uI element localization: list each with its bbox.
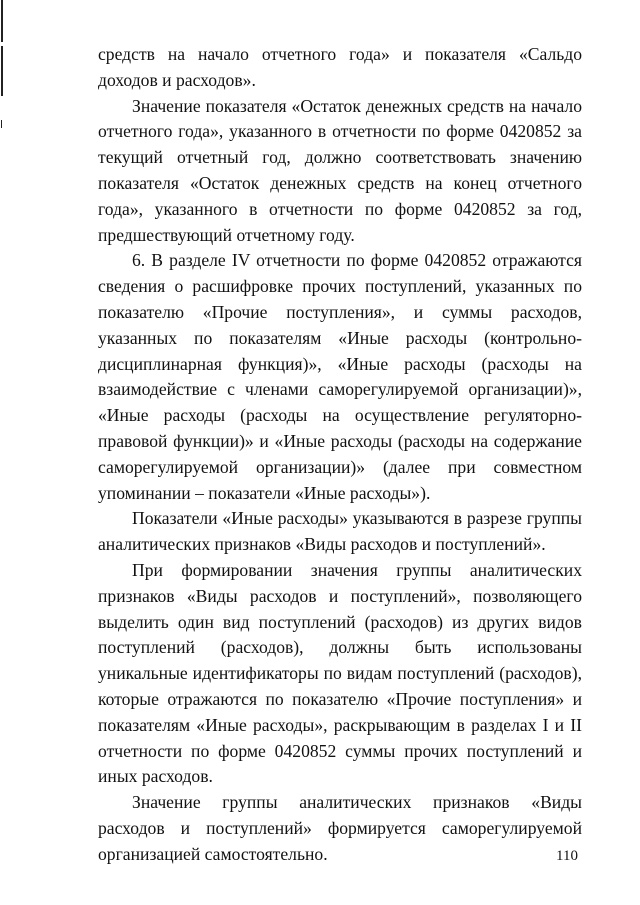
paragraph-self-formed: Значение группы аналитических признаков «Виды расходов и поступлений» формируется саморегулируемой организацией самостоятельно. — [98, 792, 582, 864]
paragraph-continued: средств на начало отчетного года» и показателя «Сальдо доходов и расходов». — [98, 44, 582, 90]
document-body — [98, 42, 582, 868]
paragraph-balance-rule: Значение показателя «Остаток денежных средств на начало отчетного года», указанного в отчетности по форме 0420852 за текущий отчетный год, должно соответствовать значению показателя «Остаток денежных средств на конец отчетного года», указанного в отчетности по форме 0420852 за год, предшествующий отчетному году. — [98, 95, 582, 245]
paragraph-section-iv: 6. В разделе IV отчетности по форме 0420852 отражаются сведения о расшифровке прочих поступлений, указанных по показателю «Прочие поступления», и суммы расходов, указанных по показателям «Иные расходы (контрольно-дисциплинарная функция)», «Иные расходы (расходы на взаимодействие с членами саморегулируемой организации)», «Иные расходы (расходы на осуществление регуляторно-правовой функции)» и «Иные расходы (расходы на содержание саморегулируемой организации)» (далее при совместном упоминании – показатели «Иные расходы»). — [98, 250, 582, 503]
scan-edge-mark — [1, 46, 3, 96]
paragraph-identifiers: При формировании значения группы аналитических признаков «Виды расходов и поступлений», позволяющего выделить один вид поступлений (расходов) из других видов поступлений (расходов), должны быть использованы уникальные идентификаторы по видам поступлений (расходов), которые отражаются по показателю «Прочие поступления» и показателям «Иные расходы», раскрывающим в разделах I и II отчетности по форме 0420852 суммы прочих поступлений и иных расходов. — [98, 559, 582, 787]
paragraph-indicators: Показатели «Иные расходы» указываются в разрезе группы аналитических признаков «Виды расходов и поступлений». — [98, 508, 582, 555]
scan-edge-mark — [1, 120, 2, 128]
page-number: 110 — [556, 848, 578, 864]
scan-edge-mark — [1, 0, 3, 42]
